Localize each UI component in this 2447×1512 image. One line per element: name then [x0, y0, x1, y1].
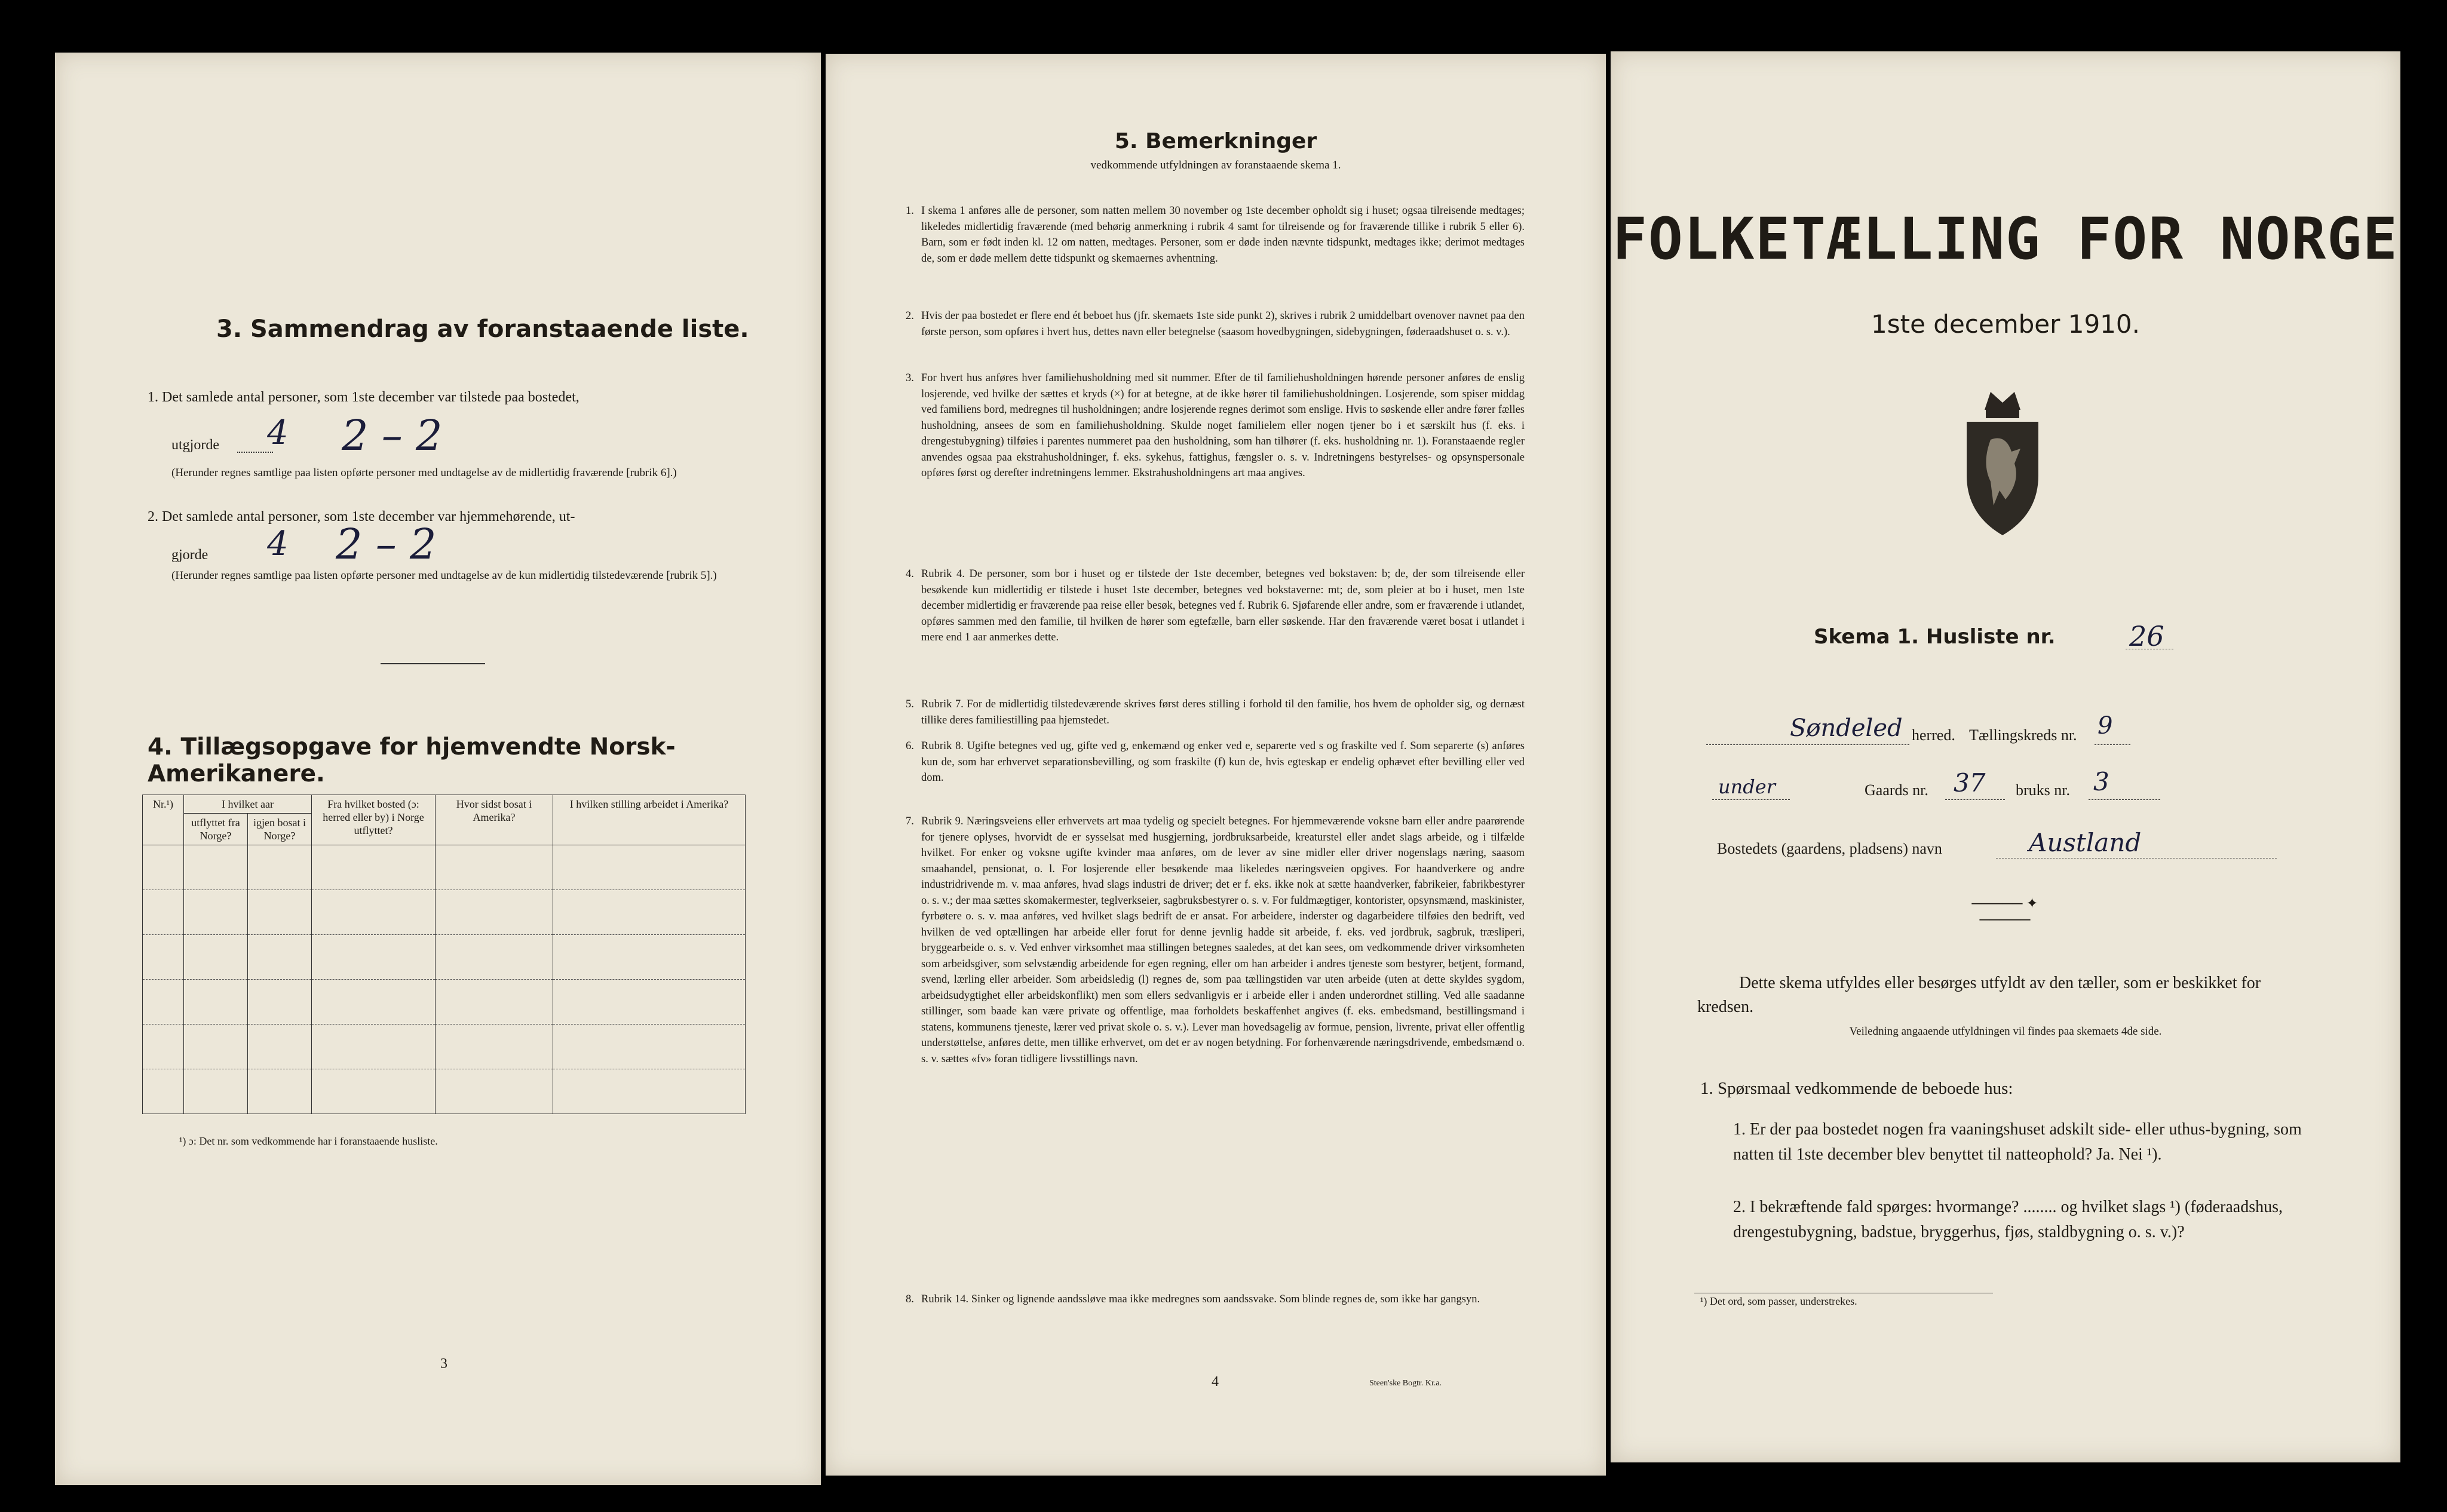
table-row [143, 890, 746, 935]
page-number-3: 3 [440, 1356, 447, 1372]
item2-handwriting: 2 – 2 [336, 520, 437, 569]
col-igjen: igjen bosat i Norge? [248, 814, 312, 845]
remark-7: 7. Rubrik 9. Næringsveiens eller erhvervets art maa tydelig og specielt betegnes. For hjemmeværende voksne barn eller andre paarørende for tjenere oplyses, hvorvidt de er sysselsat med husgjerning, jordbruksarbeide, kreaturstel eller andet slags arbeide, og i tilfælde hvilket. For enker og voksne ugifte kvinder maa anføres, om de lever av sine midler eller driver nogenslags næring, saasom smaahandel, pensionat, o. l. For losjerende eller besøkende maa likeledes næringsveien opgives. For haandverkere og andre industridrivende m. v. maa anføres, hvad slags industri de driver; det er f. eks. ikke nok at sætte haandverker, fabrikeier, fabrikbestyrer o. s. v.; der maa sættes skomakermester, teglverkseier, sagbruksbestyrer o. s. v. For fuldmægtiger, kontorister, opsynsmænd, maskinister, fyrbøtere o. s. v. maa anføres, ved hvilket slags bedrift de er ansat. For arbeidere, inderster og dagarbeidere tilføies den bedrift, ved hvilken de ved optællingen har arbeide eller forut for denne jevnlig hadde sit arbeide, f. eks. ved jordbruk, sagbruk, træsliperi, bryggearbeide o. s. v. Ved enhver virksomhet maa stillingen betegnes saaledes, at det kan sees, om vedkommende driver virksomheten som arbeidsgiver, som selvstændig arbeidende for egen regning, eller om han arbeider i andres tjeneste som bestyrer, betjent, formand, svend, lærling eller arbeider. Som arbeidsledig (l) regnes de, som paa tællingstiden var uten arbeide (uten at dette skyldes sygdom, arbeidsudygtighet eller arbeidskonflikt) men som ellers sedvanligvis er i arbeide eller i anden underordnet stilling. Ved alle saadanne stillinger, som baade kan være private og offentlige, maa forholdets beskaffenhet angives (f. eks. embedsmand, bestillingsmand i statens, kommunens tjeneste, lærer ved privat skole o. s. v.). Lever man hovedsagelig av formue, pension, livrente, privat eller offentlig understøttelse, anføres dette, men tillike erhvervet, om det er av nogen betydning. For forhenværende næringsdrivende, embedsmænd o. s. v. sættes «fv» foran tidligere livsstillings navn. [906, 815, 1525, 1065]
herred-value: Søndeled [1790, 714, 1903, 742]
item2-text: 2. Det samlede antal personer, som 1ste december var hjemmehørende, ut- [148, 509, 575, 525]
item1-note: (Herunder regnes samtlige paa listen opførte personer med undtagelse av de midlertidig fraværende [rubrik 6].) [171, 467, 677, 479]
bosted-label: Bostedets (gaardens, pladsens) navn [1717, 840, 1942, 857]
item2-label: gjorde [171, 547, 208, 563]
veiledning-text: Veiledning angaaende utfyldningen vil findes paa skemaets 4de side. [1849, 1025, 2162, 1038]
question-1: 1. Er der paa bostedet nogen fra vaaningshuset adskilt side- eller uthus-bygning, som natten til 1ste december blev benyttet til natteophold? Ja. Nei ¹). [1733, 1120, 2302, 1164]
item2-note: (Herunder regnes samtlige paa listen opførte personer med undtagelse av de kun midlertidig tilstedeværende [rubrik 5].) [171, 569, 717, 582]
table-row [143, 1069, 746, 1114]
remarks-title: 5. Bemerkninger [1114, 129, 1317, 154]
table-footnote: ¹) ɔ: Det nr. som vedkommende har i foranstaaende husliste. [179, 1135, 438, 1147]
page-middle [826, 54, 1606, 1476]
col-group-aar: I hvilket aar [184, 795, 312, 814]
item1-handwriting: 2 – 2 [342, 411, 443, 460]
kreds-value: 9 [2098, 712, 2113, 740]
col-hvor-bosat: Hvor sidst bosat i Amerika? [436, 795, 553, 845]
table-row [143, 935, 746, 980]
section3-title: 3. Sammendrag av foranstaaende liste. [216, 315, 749, 343]
col-utflyttet: utflyttet fra Norge? [184, 814, 248, 845]
item1-label: utgjorde [171, 437, 219, 453]
gaards-label: Gaards nr. [1865, 781, 1928, 799]
question-section-title: 1. Spørsmaal vedkommende de beboede hus: [1700, 1079, 2013, 1098]
bosted-value: Austland [2029, 828, 2142, 857]
bruks-value: 3 [2093, 767, 2109, 796]
gaards-prefix: under [1718, 775, 1776, 798]
norsk-amerikanere-table [142, 795, 746, 1114]
remark-4: 4. Rubrik 4. De personer, som bor i huset og er tilstede der 1ste december, betegnes ved bokstaven: b; de, der som tilreisende eller besøkende kun midlertidig er tilstede i huset 1ste december, betegnes ved bokstaverne: mt; de, som pleier at bo i huset, men 1ste december midlertidig er fraværende paa reise eller besøk, betegnes ved f. Rubrik 6. Sjøfarende eller andre, som er fraværende i utlandet, opføres sammen med den familie, til hvilken de hører som egtefælle, barn eller søskende. Har den fraværende været bosat i utlandet i mere end 1 aar anmerkes dette. [906, 568, 1525, 643]
section4-title: 4. Tillægsopgave for hjemvendte Norsk-Amerikanere. [148, 734, 676, 787]
gaards-value: 37 [1954, 768, 1986, 798]
printer-mark: Steen'ske Bogtr. Kr.a. [1369, 1379, 1442, 1388]
table-row [143, 980, 746, 1025]
col-nr: Nr.¹) [143, 795, 184, 845]
husliste-nr: 26 [2129, 620, 2164, 652]
col-stilling: I hvilken stilling arbeidet i Amerika? [553, 795, 746, 845]
table-row [143, 845, 746, 890]
page-left [55, 53, 821, 1485]
skema-label: Skema 1. Husliste nr. [1814, 625, 2056, 649]
page-cover [1611, 51, 2400, 1462]
bruks-label: bruks nr. [2016, 781, 2070, 799]
coat-of-arms-icon [1949, 386, 2056, 541]
cover-date: 1ste december 1910. [1871, 309, 2140, 339]
item1-text: 1. Det samlede antal personer, som 1ste december var tilstede paa bostedet, [148, 389, 579, 405]
divider [381, 663, 485, 664]
remark-1: 1. I skema 1 anføres alle de personer, som natten mellem 30 november og 1ste december opholdt sig i huset; ogsaa tilreisende medtages; likeledes midlertidig fraværende (med behørig anmerkning i rubrik 4 samt for tilreisende og for fraværende tillike i rubrik 5 eller 6). Barn, som er født inden kl. 12 om natten, medtages. Personer, som er døde inden nævnte tidspunkt, medtages ikke; derimot medtages de, som er døde mellem dette tidspunkt og skemaernes avhentning. [906, 205, 1525, 265]
cover-title: FOLKETÆLLING FOR NORGE [1612, 206, 2399, 272]
remark-8: 8. Rubrik 14. Sinker og lignende aandssløve maa ikke medregnes som aandssvake. Som blinde regnes de, som ikke har gangsyn. [906, 1293, 1480, 1305]
remarks-subtitle: vedkommende utfyldningen av foranstaaende skema 1. [1090, 159, 1341, 171]
remark-2: 2. Hvis der paa bostedet er flere end ét beboet hus (jfr. skemaets 1ste side punkt 2), skrives i rubrik 2 umiddelbart ovenover navnet paa den første person, som opføres i hvert hus, dettes navn eller betegnelse (saasom hovedbygningen, sidebygningen, føderaadshuset o. s. v.). [906, 310, 1525, 338]
col-fra-bosted: Fra hvilket bosted (ɔ: herred eller by) i Norge utflyttet? [312, 795, 436, 845]
item1-value: 4 [267, 413, 289, 452]
table-row [143, 1025, 746, 1069]
page-number-4: 4 [1212, 1374, 1219, 1390]
herred-label: herred. [1912, 726, 1955, 744]
remark-3: 3. For hvert hus anføres hver familiehusholdning med sit nummer. Efter de til familiehusholdningen hørende personer anføres de enslig losjerende, ved hvilke der sættes et kryds (×) for at betegne, at de ikke hører til familiehusholdningen. Losjerende, som spiser middag ved familiens bord, medregnes til husholdningen; andre losjerende regnes derimot som enslige. Hvis to søskende eller andre fører fælles husholdning, ansees de som en familiehusholdning. Skulde noget familielem eller nogen tjener bo i et særskilt hus (f. eks. i drengestubygning) tilføies i parentes nummeret paa den husholdning, som han tilhører (f. eks. husholdning nr. 1). Foranstaaende regler anvendes ogsaa paa ekstrahusholdninger, f. eks. sykehus, fattighus, fængsler o. s. v. Indretningens bestyrelses- og opsynspersonale opføres først og derefter indretningens lemmer. Ekstrahusholdningens art maa angives. [906, 372, 1525, 479]
kreds-label: Tællingskreds nr. [1969, 726, 2077, 744]
question-2: 2. I bekræftende fald spørges: hvormange? ........ og hvilket slags ¹) (føderaadshus, drengestubygning, badstue, bryggerhus, fjøs, staldbygning o. s. v.)? [1733, 1198, 2283, 1241]
cover-footnote: ¹) Det ord, som passer, understrekes. [1700, 1295, 1857, 1307]
remark-5: 5. Rubrik 7. For de midlertidig tilstedeværende skrives først deres stilling i forhold til den familie, hos hvem de opholder sig, og dernæst tillike deres familiestilling paa hjemstedet. [906, 698, 1525, 726]
ornament-divider: ───── ✦ ───── [1971, 896, 2038, 928]
item2-value: 4 [267, 525, 289, 563]
remark-6: 6. Rubrik 8. Ugifte betegnes ved ug, gifte ved g, enkemænd og enker ved e, separerte ved s og fraskilte ved f. Som separerte (s) anføres kun de, som har erhvervet separationsbevilling, og som fraskilte (f) kun de, hvis egteskap er endelig ophævet efter bevilling eller ved dom. [906, 740, 1525, 784]
intro-text: Dette skema utfyldes eller besørges utfyldt av den tæller, som er beskikket for kredsen. [1697, 974, 2261, 1016]
